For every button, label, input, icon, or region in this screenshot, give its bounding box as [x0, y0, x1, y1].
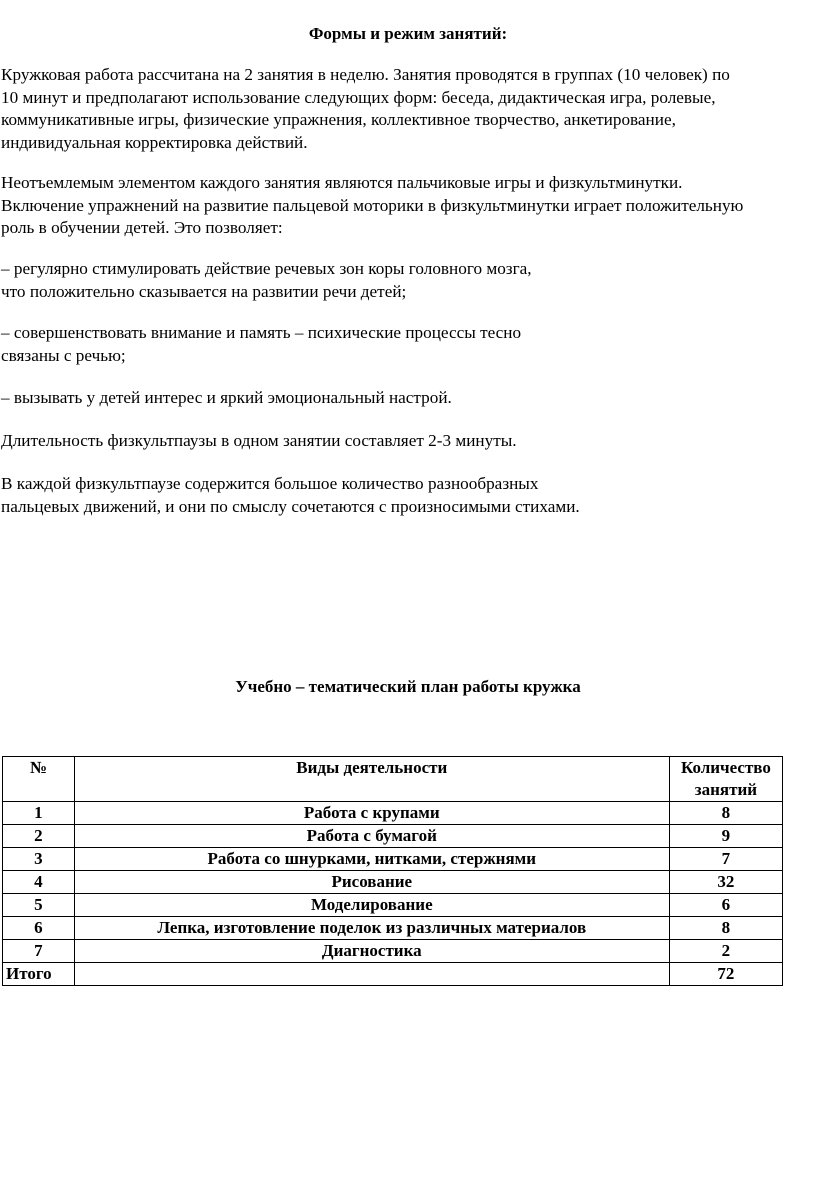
row-number: 6 [3, 917, 75, 940]
header-lesson-count: Количество занятий [669, 757, 782, 802]
text-line: роль в обучении детей. Это позволяет: [1, 218, 283, 238]
table-row [3, 825, 783, 848]
row-activity: Рисование [74, 871, 669, 894]
paragraph-benefit-1 [1, 258, 532, 303]
text-line: индивидуальная корректировка действий. [1, 132, 308, 152]
total-count: 72 [669, 963, 782, 986]
table-row [3, 894, 783, 917]
paragraph-finger-games [1, 172, 743, 240]
row-count: 9 [669, 825, 782, 848]
paragraph-movements [1, 473, 580, 518]
table-row [3, 848, 783, 871]
total-label: Итого [3, 963, 75, 986]
paragraph-forms [1, 64, 730, 154]
header-activity: Виды деятельности [74, 757, 669, 802]
table-row [3, 802, 783, 825]
text-line: Включение упражнений на развитие пальцевой моторики в физкультминутки играет положительную [1, 195, 744, 215]
row-activity: Работа с бумагой [74, 825, 669, 848]
row-number: 3 [3, 848, 75, 871]
table-total-row [3, 963, 783, 986]
row-activity: Работа со шнурками, нитками, стержнями [74, 848, 669, 871]
table-row [3, 917, 783, 940]
row-activity: Лепка, изготовление поделок из различных материалов [74, 917, 669, 940]
row-activity: Моделирование [74, 894, 669, 917]
text-line: что положительно сказывается на развитии речи детей; [1, 281, 407, 301]
thematic-plan-table [2, 756, 783, 986]
table-row [3, 940, 783, 963]
text-line: связаны с речью; [1, 345, 126, 365]
text-line: Неотъемлемым элементом каждого занятия являются пальчиковые игры и физкультминутки. [1, 173, 683, 192]
text-line: пальцевых движений, и они по смыслу сочетаются с произносимыми стихами. [1, 496, 580, 516]
text-line: В каждой физкультпаузе содержится большое количество разнообразных [1, 474, 539, 493]
text-line: – регулярно стимулировать действие речевых зон коры головного мозга, [1, 259, 532, 278]
row-count: 8 [669, 802, 782, 825]
text-line: Длительность физкультпаузы в одном занятии составляет 2-3 минуты. [1, 431, 517, 450]
row-count: 32 [669, 871, 782, 894]
paragraph-benefit-2 [1, 322, 521, 367]
text-line: – совершенствовать внимание и память – психические процессы тесно [1, 323, 522, 342]
row-number: 1 [3, 802, 75, 825]
row-number: 2 [3, 825, 75, 848]
text-line: – вызывать у детей интерес и яркий эмоциональный настрой. [1, 388, 452, 407]
row-activity: Работа с крупами [74, 802, 669, 825]
text-line: коммуникативные игры, физические упражнения, коллективное творчество, анкетирование, [1, 110, 676, 130]
text-line: Кружковая работа рассчитана на 2 занятия в неделю. Занятия проводятся в группах (10 человек) по [1, 65, 730, 84]
table-header-row [3, 757, 783, 802]
row-number: 4 [3, 871, 75, 894]
section-forms-title: Формы и режим занятий: [308, 24, 508, 43]
section-plan-title: Учебно – тематический план работы кружка [235, 677, 581, 696]
row-number: 7 [3, 940, 75, 963]
row-number: 5 [3, 894, 75, 917]
row-count: 8 [669, 917, 782, 940]
paragraph-duration [1, 430, 517, 453]
total-empty-cell [74, 963, 669, 986]
row-count: 7 [669, 848, 782, 871]
row-activity: Диагностика [74, 940, 669, 963]
table-row [3, 871, 783, 894]
row-count: 2 [669, 940, 782, 963]
paragraph-benefit-3 [1, 387, 452, 410]
header-number: № [3, 757, 75, 802]
row-count: 6 [669, 894, 782, 917]
text-line: 10 минут и предполагают использование следующих форм: беседа, дидактическая игра, ролевые, [1, 87, 716, 107]
